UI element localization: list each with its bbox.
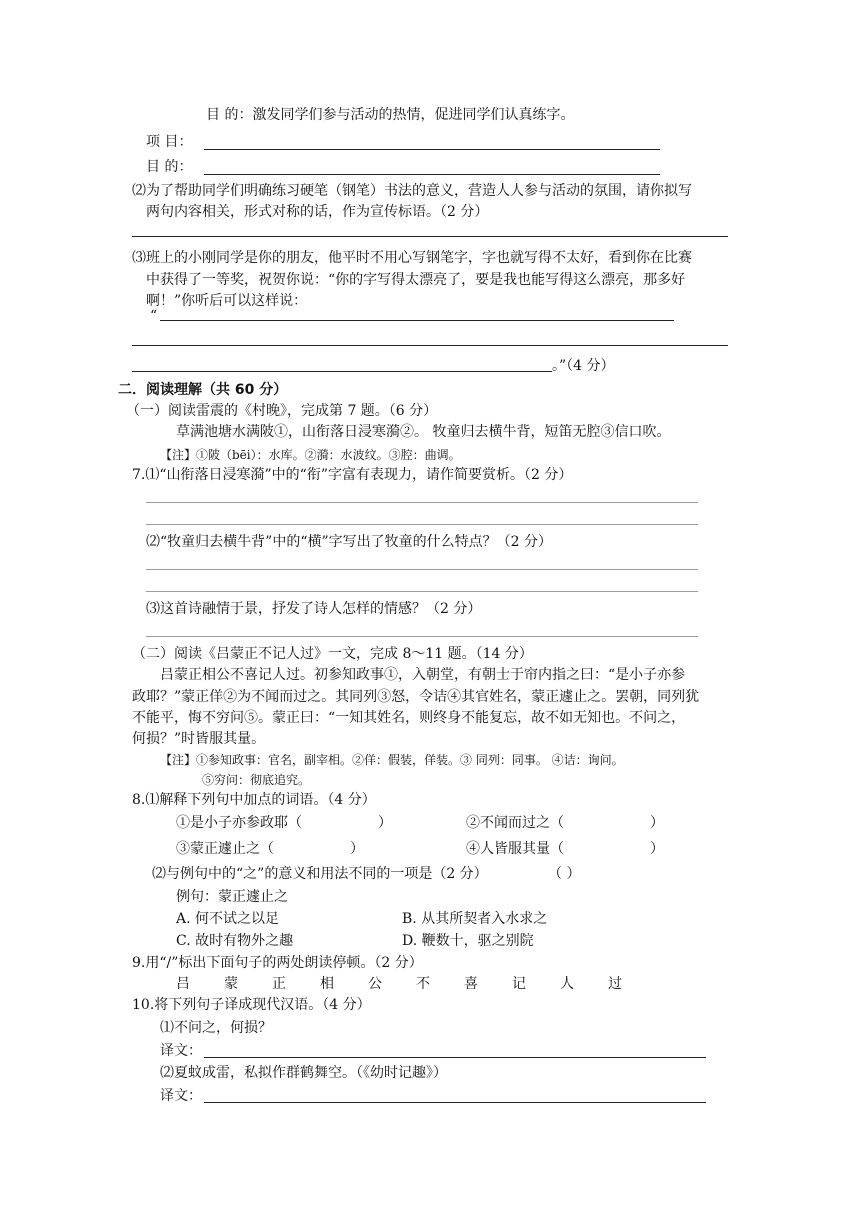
passage-line-2: 政耶？”蒙正佯②为不闻而过之。其同列③怒，令诘④其官姓名，蒙正遽止之。罢朝，同列犹 <box>132 689 700 705</box>
q2-line1: ⑵为了帮助同学们明确练习硬笔（钢笔）书法的意义，营造人人参与活动的氛围，请你拟写 <box>132 183 692 199</box>
q3-close: 。”（4 分） <box>552 358 615 374</box>
slogan-answer-line[interactable] <box>132 236 728 237</box>
q7-2-answer-line-1[interactable] <box>146 569 698 570</box>
q9-char[interactable]: 相 <box>320 976 334 992</box>
q7-1: 7.⑴“山衔落日浸寒漪”中的“衔”字富有表现力，请作简要赏析。（2 分） <box>132 467 573 483</box>
q3-line2: 中获得了一等奖，祝贺你说：“你的字写得太漂亮了，要是我也能写得这么漂亮，那多好 <box>146 272 686 288</box>
passage-line-3: 不能平，悔不穷问⑤。蒙正曰：“一知其姓名，则终身不能复忘，故不如无知也。不问之， <box>132 710 686 726</box>
q8-item-2[interactable] <box>466 814 664 832</box>
q9-char[interactable]: 公 <box>368 976 382 992</box>
part1-intro: （一）阅读雷震的《村晚》，完成第 7 题。（6 分） <box>126 403 438 419</box>
translation-label-2: 译文： <box>160 1088 202 1104</box>
q8-1: 8.⑴解释下列句中加点的词语。（4 分） <box>132 792 376 808</box>
q7-3: ⑶这首诗融情于景，抒发了诗人怎样的情感？（2 分） <box>146 601 482 617</box>
q7-2-answer-line-2[interactable] <box>146 591 698 592</box>
q9-char[interactable]: 记 <box>512 976 526 992</box>
q8-2-answer-paren[interactable]: （ ） <box>548 866 581 882</box>
q8-option-a[interactable]: A. 何不试之以足 <box>176 911 280 927</box>
q9-char[interactable]: 不 <box>416 976 430 992</box>
q8-option-d[interactable]: D. 鞭数十，驱之别院 <box>402 933 534 949</box>
passage-line-1: 吕蒙正相公不喜记人过。初参知政事①，入朝堂，有朝士于帘内指之曰：“是小子亦参 <box>160 667 686 683</box>
q8-item-1[interactable] <box>176 814 392 832</box>
purpose-label: 目 的： <box>146 159 193 175</box>
q8-item-3-text: ③蒙正遽止之（ <box>176 841 274 857</box>
translation-answer-line-1[interactable] <box>204 1057 706 1058</box>
q8-2: ⑵与例句中的“之”的意义和用法不同的一项是（2 分） <box>152 866 488 882</box>
q2-line2: 两句内容相关，形式对称的话，作为宣传标语。（2 分） <box>146 204 489 220</box>
q8-item-4[interactable] <box>466 840 664 858</box>
q9-char[interactable]: 过 <box>608 976 622 992</box>
passage-line-4: 何损？”时皆服其量。 <box>132 731 266 747</box>
q8-item-1-text: ①是小子亦参政耶（ <box>176 815 302 831</box>
q8-item-4-text: ④人皆服其量（ <box>466 841 564 857</box>
q7-1-answer-line-1[interactable] <box>146 502 698 503</box>
translation-answer-line-2[interactable] <box>204 1102 706 1103</box>
poem-note: 【注】①陂（bēi）：水库。②漪：水波纹。③腔：曲调。 <box>160 448 461 462</box>
q9-char[interactable]: 蒙 <box>224 976 238 992</box>
purpose-answer-line[interactable] <box>204 174 660 175</box>
passage-note-2: ⑤穷问：彻底追究。 <box>202 773 311 787</box>
open-quote: “ <box>150 308 158 324</box>
reply-answer-line-1[interactable] <box>160 320 674 321</box>
part2-intro: （二）阅读《吕蒙正不记人过》一文，完成 8～11 题。（14 分） <box>132 646 533 662</box>
translation-label-1: 译文： <box>160 1043 202 1059</box>
q10: 10.将下列句子译成现代汉语。（4 分） <box>132 997 371 1013</box>
q10-1: ⑴不问之，何损？ <box>160 1020 272 1036</box>
purpose-example: 目 的：激发同学们参与活动的热情，促进同学们认真练字。 <box>206 107 575 123</box>
q8-option-c[interactable]: C. 故时有物外之趣 <box>176 933 294 949</box>
q8-item-2-text: ②不闻而过之（ <box>466 815 564 831</box>
q3-line3: 啊！”你听后可以这样说： <box>146 293 308 309</box>
q8-item-2-close: ） <box>650 815 664 831</box>
reply-answer-line-3[interactable] <box>132 371 552 372</box>
q7-2: ⑵“牧童归去横牛背”中的“横”字写出了牧童的什么特点？（2 分） <box>146 534 552 550</box>
q8-item-3[interactable] <box>176 840 364 858</box>
q9: 9.用“/”标出下面句子的两处朗读停顿。（2 分） <box>132 955 423 971</box>
passage-note-1: 【注】①参知政事：官名，副宰相。②佯：假装，佯装。③ 同列：同事。 ④诘：询问。 <box>160 753 624 767</box>
q8-option-b[interactable]: B. 从其所契者入水求之 <box>402 911 548 927</box>
project-label: 项 目： <box>146 134 193 150</box>
q8-item-1-close: ） <box>378 815 392 831</box>
q9-char[interactable]: 吕 <box>176 976 190 992</box>
project-answer-line[interactable] <box>204 149 660 150</box>
reply-answer-line-2[interactable] <box>132 345 728 346</box>
q9-sentence[interactable] <box>176 975 622 993</box>
q9-char[interactable]: 正 <box>272 976 286 992</box>
q8-item-3-close: ） <box>350 841 364 857</box>
q8-example: 例句：蒙正遽止之 <box>176 889 288 905</box>
section2-heading: 二．阅读理解（共 60 分） <box>118 382 288 398</box>
q3-line1: ⑶班上的小刚同学是你的朋友，他平时不用心写钢笔字，字也就写得不太好，看到你在比赛 <box>132 250 692 266</box>
q7-1-answer-line-2[interactable] <box>146 524 698 525</box>
q10-2: ⑵夏蚊成雷，私拟作群鹤舞空。（《幼时记趣》） <box>160 1065 447 1081</box>
q8-item-4-close: ） <box>650 841 664 857</box>
q7-3-answer-line[interactable] <box>146 636 698 637</box>
poem: 草满池塘水满陂①，山衔落日浸寒漪②。 牧童归去横牛背，短笛无腔③信口吹。 <box>176 424 671 440</box>
q9-char[interactable]: 人 <box>560 976 574 992</box>
q9-char[interactable]: 喜 <box>464 976 478 992</box>
